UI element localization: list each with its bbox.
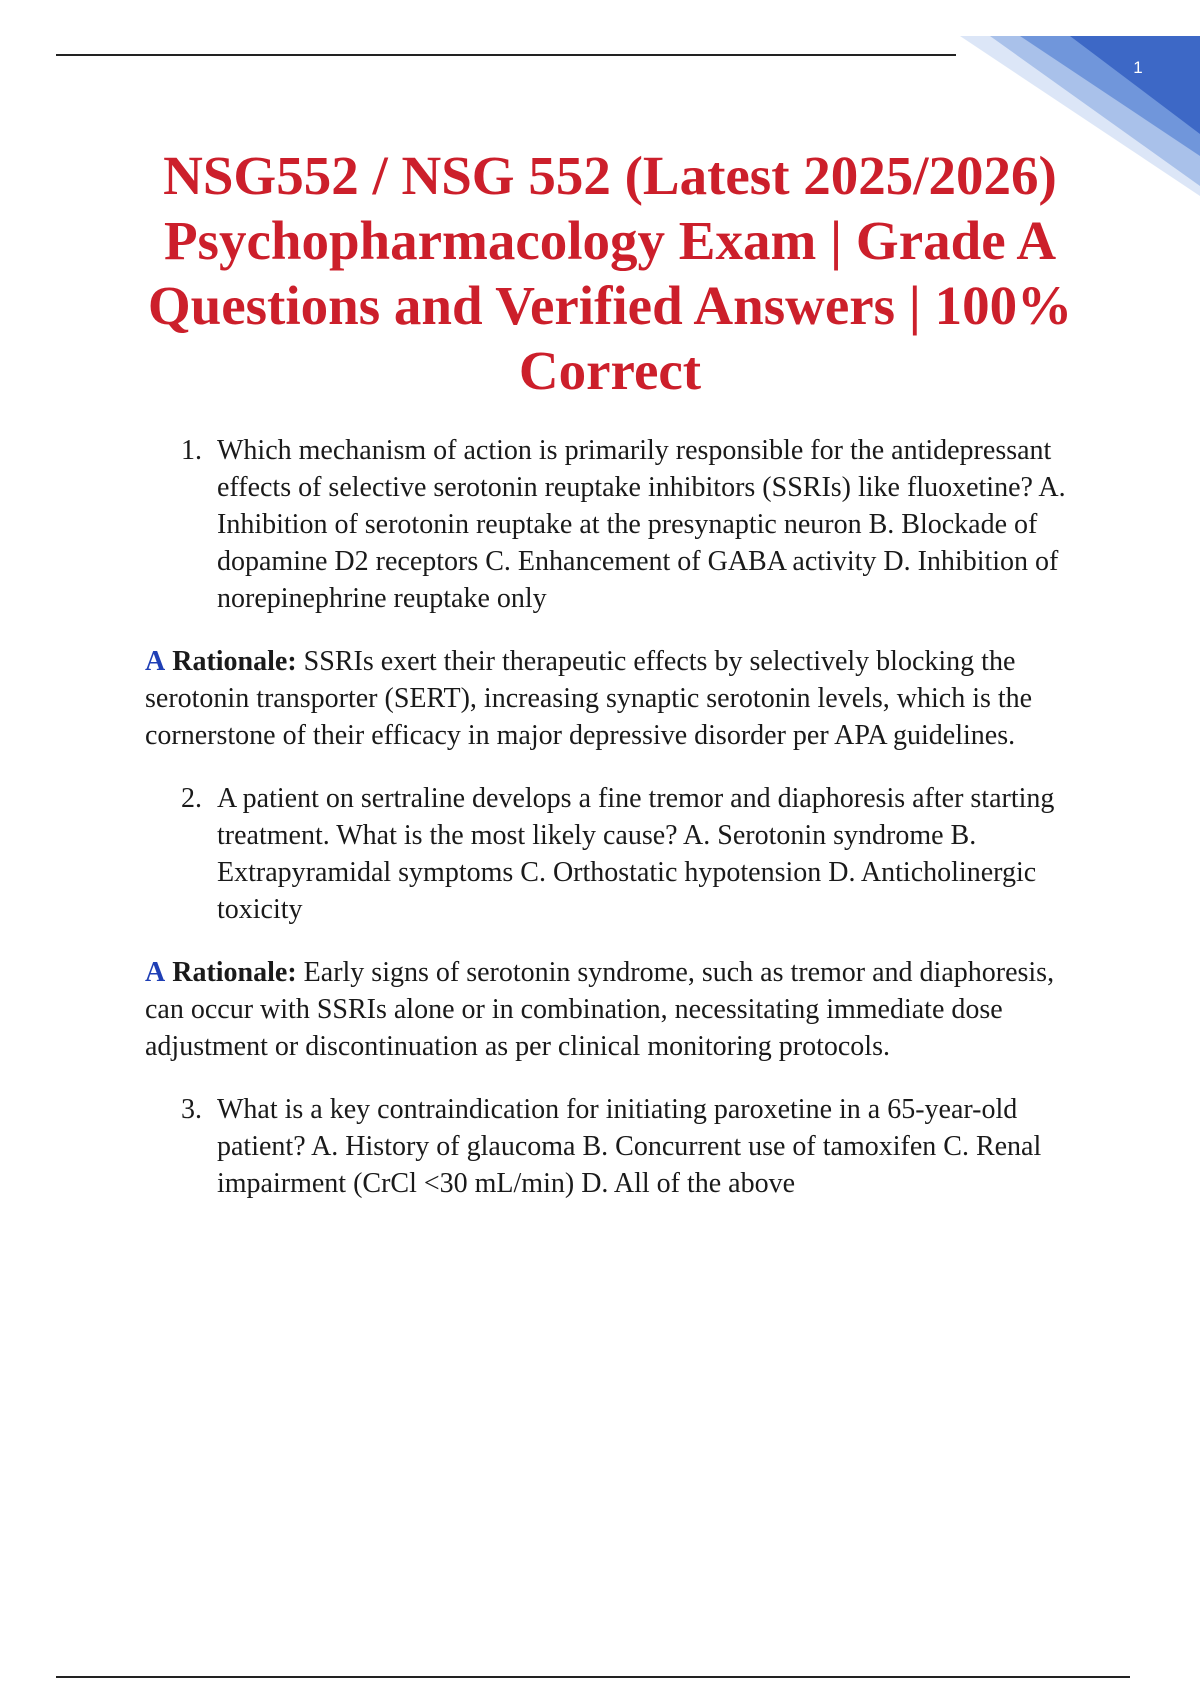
question-text: A patient on sertraline develops a fine tremor and diaphoresis after starting treatment. What is the most likely cause? A. Serotonin syndrome B. Extrapyramidal symptoms C. Orthostatic hypotension D. Anticholinergic toxicity <box>217 783 1055 925</box>
question-3 <box>145 1091 1085 1202</box>
question-1 <box>145 432 1085 617</box>
rationale-label: Rationale: <box>172 646 297 677</box>
question-text: Which mechanism of action is primarily responsible for the antidepressant effects of selective serotonin reuptake inhibitors (SSRIs) like fluoxetine? A. Inhibition of serotonin reuptake at the presynaptic neuron B. Blockade of dopamine D2 receptors C. Enhancement of GABA activity D. Inhibition of norepinephrine reuptake only <box>217 435 1066 614</box>
rationale-2 <box>145 954 1085 1065</box>
question-number: 1. <box>181 435 202 466</box>
page-number: 1 <box>1133 58 1143 77</box>
question-number: 3. <box>181 1094 202 1125</box>
rationale-text: Early signs of serotonin syndrome, such as tremor and diaphoresis, can occur with SSRIs alone or in combination, necessitating immediate dose adjustment or discontinuation as per clinical monitoring protocols. <box>145 957 1055 1062</box>
question-2 <box>145 780 1085 928</box>
rationale-text: SSRIs exert their therapeutic effects by selectively blocking the serotonin transporter (SERT), increasing synaptic serotonin levels, which is the cornerstone of their efficacy in major depressive disorder per APA guidelines. <box>145 646 1033 751</box>
question-text: What is a key contraindication for initiating paroxetine in a 65-year-old patient? A. History of glaucoma B. Concurrent use of tamoxifen C. Renal impairment (CrCl <30 mL/min) D. All of the above <box>217 1094 1042 1199</box>
answer-letter: A <box>145 646 166 677</box>
rationale-1 <box>145 643 1085 754</box>
question-list <box>145 432 1085 1202</box>
footer-rule <box>56 1676 1130 1678</box>
rationale-label: Rationale: <box>172 957 297 988</box>
document-title: NSG552 / NSG 552 (Latest 2025/2026) Psychopharmacology Exam | Grade A Questions and Verified Answers | 100% Correct <box>147 145 1073 401</box>
header-rule <box>56 54 956 56</box>
answer-letter: A <box>145 957 166 988</box>
question-number: 2. <box>181 783 202 814</box>
